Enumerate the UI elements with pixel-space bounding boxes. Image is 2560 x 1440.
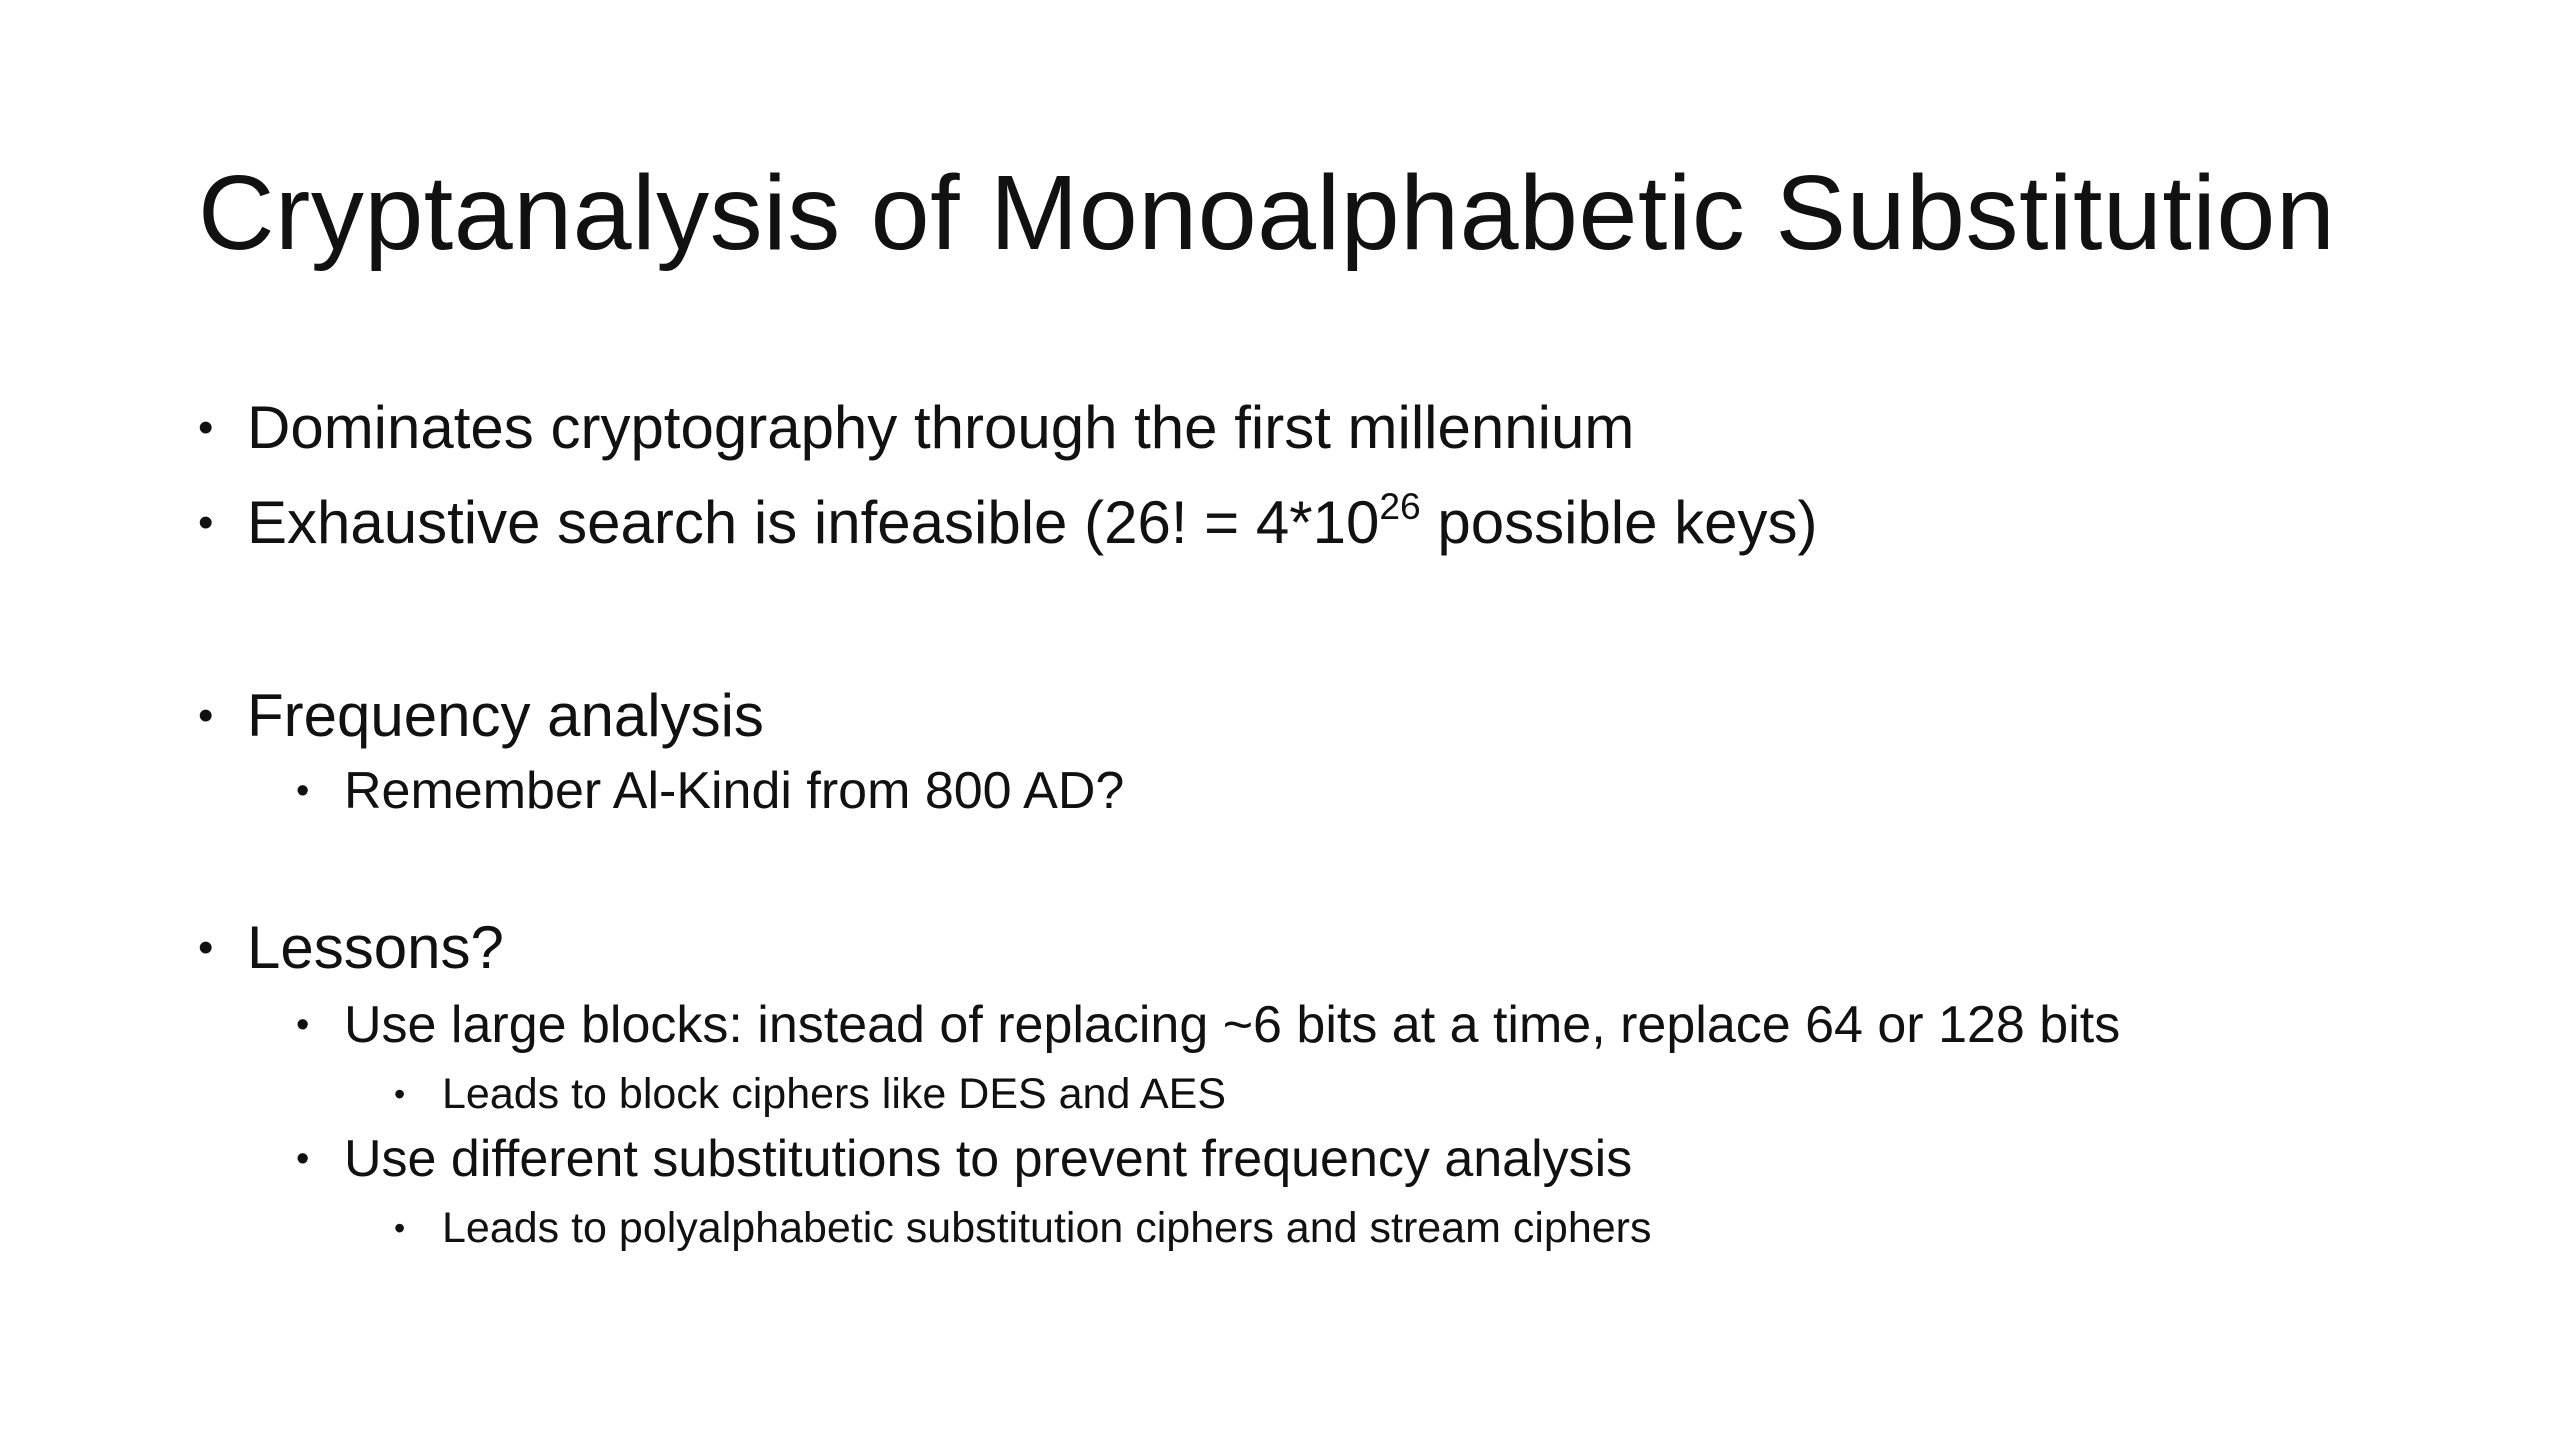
bullet-dot: • (394, 1076, 406, 1112)
slide-title: Cryptanalysis of Monoalphabetic Substitution (198, 154, 2336, 272)
bullet-dot: • (394, 1210, 406, 1246)
bullet-text: Leads to block ciphers like DES and AES (442, 1070, 1226, 1118)
sub-bullet-item (296, 994, 2120, 1056)
bullet-dot: • (198, 403, 214, 452)
bullet-text-part: possible keys) (1420, 489, 1818, 556)
bullet-text: Leads to polyalphabetic substitution ciphers and stream ciphers (442, 1204, 1652, 1252)
sub-sub-bullet-item (394, 1202, 1651, 1254)
bullet-item (198, 912, 504, 984)
bullet-text (247, 484, 1818, 556)
bullet-item (198, 680, 764, 752)
sub-sub-bullet-item (394, 1068, 1226, 1120)
bullet-text: Remember Al-Kindi from 800 AD? (344, 762, 1125, 820)
bullet-item (198, 392, 1634, 464)
bullet-dot: • (198, 498, 214, 547)
sub-bullet-item (296, 1128, 1632, 1190)
bullet-dot: • (198, 691, 214, 740)
bullet-dot: • (198, 923, 214, 972)
bullet-text-part: Exhaustive search is infeasible (26! = 4*10 (247, 489, 1380, 556)
bullet-text: Frequency analysis (247, 682, 764, 749)
exponent: 26 (1379, 484, 1421, 527)
bullet-dot: • (296, 1004, 310, 1046)
bullet-dot: • (296, 1138, 310, 1180)
bullet-text: Lessons? (247, 914, 504, 981)
sub-bullet-item (296, 760, 1124, 822)
bullet-text: Use large blocks: instead of replacing ~6 bits at a time, replace 64 or 128 bits (344, 996, 2121, 1054)
bullet-text: Use different substitutions to prevent frequency analysis (344, 1130, 1633, 1188)
bullet-item (198, 484, 1818, 559)
bullet-dot: • (296, 770, 310, 812)
bullet-text: Dominates cryptography through the first millennium (247, 394, 1635, 461)
